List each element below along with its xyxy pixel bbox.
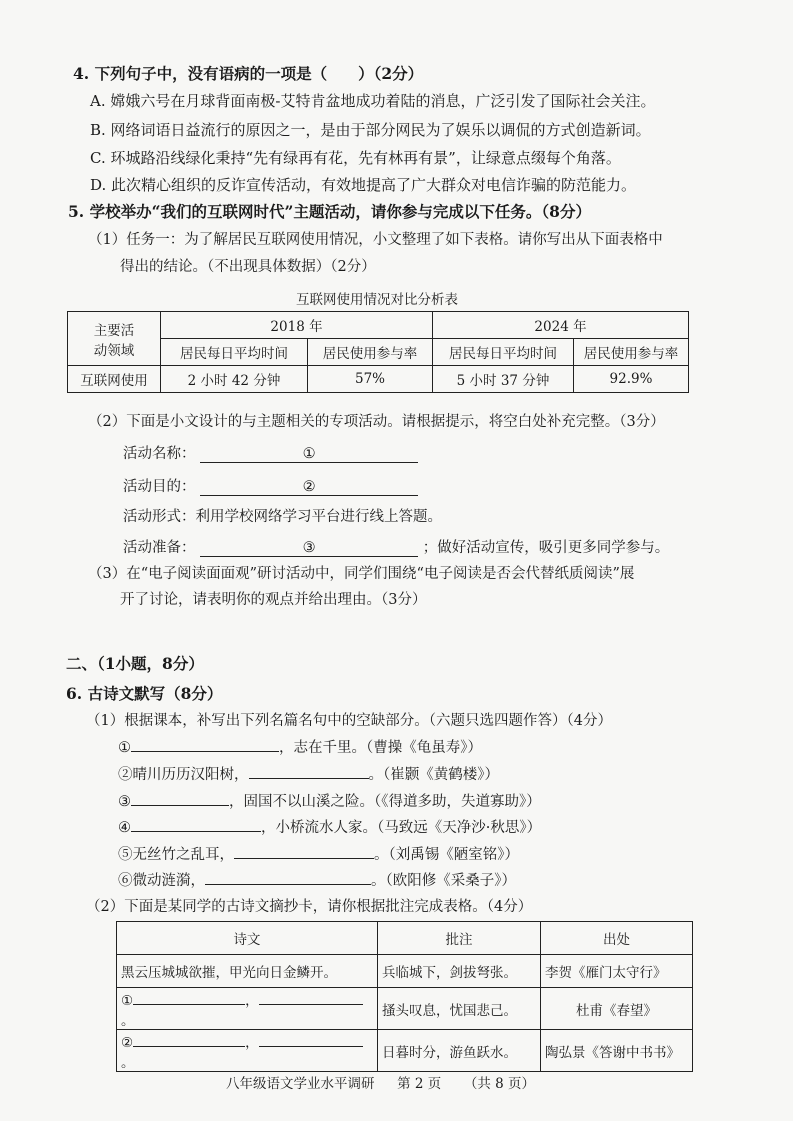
poem-blank[interactable]	[259, 988, 363, 1005]
note-cell: 兵临城下，剑拔弩张。	[378, 955, 541, 988]
header-note: 批注	[378, 922, 541, 955]
activity-prep-label: 活动准备：	[123, 540, 196, 556]
q5-task3-line1: （3）在“电子阅读面面观”研讨活动中，同学们围绕“电子阅读是否会代替纸质阅读”展	[88, 566, 635, 582]
poem-mark: ①	[121, 993, 134, 1009]
dictation-line-1	[118, 735, 482, 757]
table-corner-cell	[68, 312, 161, 366]
poem-card-table	[116, 921, 693, 1072]
corner-line-2: 动领域	[93, 342, 135, 359]
activity-name-row	[123, 442, 418, 463]
note-cell: 搔头叹息，忧国悲己。	[378, 988, 541, 1030]
corner-line-1: 主要活	[93, 322, 135, 339]
value-cell: 92.9%	[574, 366, 689, 393]
blank-mark: ①	[302, 446, 316, 462]
sub-header-cell: 居民每日平均时间	[433, 339, 574, 366]
line-prefix: ⑤无丝竹之乱耳，	[118, 847, 234, 863]
dictation-blank[interactable]	[131, 815, 261, 832]
footer-page: 第 2 页	[397, 1076, 442, 1092]
header-source: 出处	[541, 922, 693, 955]
source-cell: 李贺《雁门太守行》	[541, 955, 693, 988]
value-cell: 2 小时 42 分钟	[161, 366, 308, 393]
footer-title: 八年级语文学业水平调研	[226, 1076, 375, 1092]
year-2024-header: 2024 年	[433, 312, 689, 339]
poem-blank[interactable]	[133, 988, 245, 1005]
q6-part1: （1）根据课本，补写出下列名篇名句中的空缺部分。（六题只选四题作答）（4分）	[86, 713, 612, 729]
q6-part2: （2）下面是某同学的古诗文摘抄卡，请你根据批注完成表格。（4分）	[86, 899, 533, 915]
activity-goal-label: 活动目的：	[123, 479, 196, 495]
activity-name-label: 活动名称：	[123, 446, 196, 462]
dictation-blank[interactable]	[205, 868, 371, 885]
blank-mark: ③	[302, 540, 316, 556]
activity-prep-blank[interactable]	[200, 540, 418, 557]
q4-option-b: B. 网络词语日益流行的原因之一，是由于部分网民为了娱乐以调侃的方式创造新词。	[90, 121, 651, 139]
value-cell: 5 小时 37 分钟	[433, 366, 574, 393]
q5-task2: （2）下面是小文设计的与主题相关的专项活动。请根据提示，将空白处补充完整。（3分）	[88, 414, 665, 430]
poem-cell: 黑云压城城欲摧，甲光向日金鳞开。	[117, 955, 378, 988]
table-title: 互联网使用情况对比分析表	[296, 292, 458, 308]
poem-mark: ②	[121, 1035, 134, 1051]
sub-header-cell: 居民使用参与率	[308, 339, 433, 366]
row-label-cell: 互联网使用	[68, 366, 161, 393]
poem-cell: ② ，。	[117, 1030, 378, 1072]
value-cell: 57%	[308, 366, 433, 393]
line-suffix: ，固国不以山溪之险。（《得道多助，失道寡助》）	[229, 794, 541, 810]
line-prefix: ⑥微动涟漪，	[118, 873, 205, 889]
q4-stem: 4. 下列句子中，没有语病的一项是（ ）（2分）	[73, 64, 424, 83]
footer-total: （共 8 页）	[463, 1076, 536, 1092]
dictation-blank[interactable]	[234, 842, 374, 859]
activity-goal-blank[interactable]	[200, 479, 418, 496]
dictation-line-2	[118, 762, 499, 784]
q6-stem: 6. 古诗文默写（8分）	[66, 684, 223, 703]
activity-prep-row	[123, 536, 669, 557]
page-footer	[226, 1072, 535, 1092]
line-suffix: 。（刘禹锡《陋室铭》）	[374, 847, 519, 863]
source-cell: 杜甫《春望》	[541, 988, 693, 1030]
q4-option-d: D. 此次精心组织的反诈宣传活动，有效地提高了广大群众对电信诈骗的防范能力。	[90, 176, 637, 194]
line-suffix: 。（欧阳修《采桑子》）	[371, 873, 516, 889]
dictation-blank[interactable]	[131, 789, 229, 806]
blank-mark: ②	[302, 479, 316, 495]
year-2018-header: 2018 年	[161, 312, 433, 339]
line-suffix: ，志在千里。（曹操《龟虽寿》）	[279, 740, 482, 756]
activity-form: 活动形式：利用学校网络学习平台进行线上答题。	[123, 509, 442, 525]
dictation-blank[interactable]	[249, 762, 369, 779]
dictation-line-5	[118, 842, 519, 864]
line-suffix: ，小桥流水人家。（马致远《天净沙·秋思》）	[261, 820, 542, 836]
line-prefix: ①	[118, 740, 131, 756]
line-prefix: ④	[118, 820, 131, 836]
dictation-line-3	[118, 789, 541, 811]
q5-task1-line2: 得出的结论。（不出现具体数据）（2分）	[120, 259, 376, 275]
line-prefix: ②晴川历历汉阳树，	[118, 767, 249, 783]
activity-prep-tail: ；做好活动宣传，吸引更多同学参与。	[422, 540, 670, 556]
dictation-line-6	[118, 868, 516, 890]
section-2-heading: 二、（1小题，8分）	[66, 654, 204, 673]
activity-goal-row	[123, 475, 418, 496]
internet-usage-table	[67, 311, 689, 393]
header-poem: 诗文	[117, 922, 378, 955]
q5-task1-line1: （1）任务一：为了解居民互联网使用情况，小文整理了如下表格。请你写出从下面表格中	[88, 232, 663, 248]
line-prefix: ③	[118, 794, 131, 810]
sub-header-cell: 居民使用参与率	[574, 339, 689, 366]
poem-blank[interactable]	[133, 1030, 245, 1047]
dictation-blank[interactable]	[131, 735, 279, 752]
poem-blank[interactable]	[259, 1030, 363, 1047]
activity-name-blank[interactable]	[200, 446, 418, 463]
line-suffix: 。（崔颢《黄鹤楼》）	[368, 767, 499, 783]
sub-header-cell: 居民每日平均时间	[161, 339, 308, 366]
dictation-line-4	[118, 815, 541, 837]
source-cell: 陶弘景《答谢中书书》	[541, 1030, 693, 1072]
q5-task3-line2: 开了讨论，请表明你的观点并给出理由。（3分）	[120, 592, 427, 608]
q4-option-c: C. 环城路沿线绿化秉持“先有绿再有花，先有林再有景”，让绿意点缀每个角落。	[90, 149, 621, 167]
q4-option-a: A. 嫦娥六号在月球背面南极-艾特肯盆地成功着陆的消息，广泛引发了国际社会关注。	[90, 92, 656, 110]
note-cell: 日暮时分，游鱼跃水。	[378, 1030, 541, 1072]
q5-stem: 5. 学校举办“我们的互联网时代”主题活动，请你参与完成以下任务。（8分）	[68, 202, 591, 221]
poem-cell: ① ，。	[117, 988, 378, 1030]
